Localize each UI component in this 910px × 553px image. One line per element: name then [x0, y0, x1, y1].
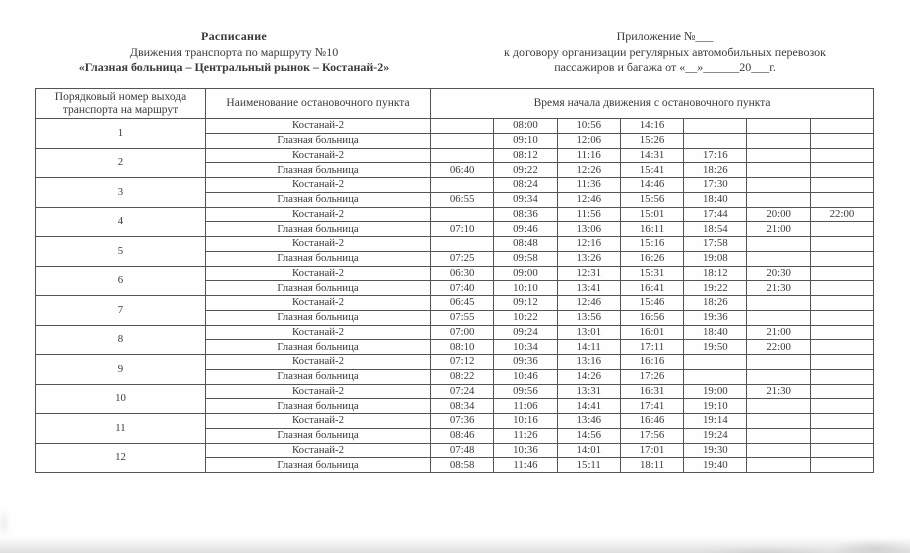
- departure-time-cell: 19:36: [684, 310, 747, 325]
- departure-time-cell: [747, 399, 810, 414]
- departure-time-cell: [810, 133, 873, 148]
- header-stop-name: Наименование остановочного пункта: [206, 89, 431, 119]
- departure-time-cell: [747, 119, 810, 134]
- stop-name-cell: Глазная больница: [206, 310, 431, 325]
- stop-name-cell: Глазная больница: [206, 428, 431, 443]
- stop-name-cell: Костанай-2: [206, 237, 431, 252]
- departure-time-cell: 08:00: [494, 119, 557, 134]
- departure-time-cell: 11:36: [557, 178, 620, 193]
- departure-time-cell: 14:56: [557, 428, 620, 443]
- departure-time-cell: 10:46: [494, 369, 557, 384]
- stop-name-cell: Глазная больница: [206, 222, 431, 237]
- departure-time-cell: 12:26: [557, 163, 620, 178]
- departure-time-cell: 08:48: [494, 237, 557, 252]
- departure-time-cell: 09:24: [494, 325, 557, 340]
- departure-time-cell: [810, 222, 873, 237]
- appendix-block: [452, 29, 878, 76]
- departure-time-cell: 13:41: [557, 281, 620, 296]
- departure-time-cell: 16:31: [620, 384, 683, 399]
- departure-time-cell: [810, 428, 873, 443]
- departure-time-cell: [431, 237, 494, 252]
- stop-name-cell: Костанай-2: [206, 325, 431, 340]
- departure-time-cell: 07:12: [431, 355, 494, 370]
- departure-time-cell: 17:41: [620, 399, 683, 414]
- departure-time-cell: 18:12: [684, 266, 747, 281]
- departure-time-cell: 08:24: [494, 178, 557, 193]
- departure-time-cell: [431, 148, 494, 163]
- table-row: [36, 207, 874, 222]
- exit-number-cell: 3: [36, 178, 206, 208]
- stop-name-cell: Костанай-2: [206, 414, 431, 429]
- appendix-number-line: Приложение №___: [616, 29, 714, 43]
- departure-time-cell: 19:24: [684, 428, 747, 443]
- departure-time-cell: [810, 178, 873, 193]
- departure-time-cell: [747, 428, 810, 443]
- departure-time-cell: 17:26: [620, 369, 683, 384]
- departure-time-cell: [684, 119, 747, 134]
- departure-time-cell: [431, 178, 494, 193]
- header-departure-times: Время начала движения с остановочного пункта: [431, 89, 874, 119]
- departure-time-cell: [747, 178, 810, 193]
- departure-time-cell: [810, 458, 873, 473]
- departure-time-cell: [810, 384, 873, 399]
- exit-number-cell: 4: [36, 207, 206, 237]
- departure-time-cell: [810, 369, 873, 384]
- departure-time-cell: 10:56: [557, 119, 620, 134]
- departure-time-cell: [431, 207, 494, 222]
- exit-number-cell: 11: [36, 414, 206, 444]
- departure-time-cell: 08:36: [494, 207, 557, 222]
- departure-time-cell: [747, 443, 810, 458]
- departure-time-cell: 16:41: [620, 281, 683, 296]
- stop-name-cell: Глазная больница: [206, 163, 431, 178]
- table-row: [36, 414, 874, 429]
- departure-time-cell: 17:56: [620, 428, 683, 443]
- departure-time-cell: [810, 325, 873, 340]
- departure-time-cell: 21:30: [747, 384, 810, 399]
- departure-time-cell: 12:46: [557, 296, 620, 311]
- departure-time-cell: [747, 133, 810, 148]
- departure-time-cell: 15:41: [620, 163, 683, 178]
- table-row: [36, 119, 874, 134]
- departure-time-cell: [810, 148, 873, 163]
- departure-time-cell: 10:16: [494, 414, 557, 429]
- departure-time-cell: [810, 119, 873, 134]
- departure-time-cell: [747, 237, 810, 252]
- stop-name-cell: Костанай-2: [206, 207, 431, 222]
- departure-time-cell: [810, 310, 873, 325]
- departure-time-cell: 11:26: [494, 428, 557, 443]
- departure-time-cell: 09:00: [494, 266, 557, 281]
- departure-time-cell: 07:55: [431, 310, 494, 325]
- departure-time-cell: 18:26: [684, 163, 747, 178]
- departure-time-cell: 19:22: [684, 281, 747, 296]
- scan-artifact-bottom-right: [670, 507, 910, 553]
- departure-time-cell: [747, 296, 810, 311]
- stop-name-cell: Глазная больница: [206, 369, 431, 384]
- stop-name-cell: Костанай-2: [206, 296, 431, 311]
- departure-time-cell: 13:26: [557, 251, 620, 266]
- departure-time-cell: [810, 399, 873, 414]
- departure-time-cell: 13:46: [557, 414, 620, 429]
- departure-time-cell: 06:45: [431, 296, 494, 311]
- departure-time-cell: [747, 355, 810, 370]
- departure-time-cell: 16:01: [620, 325, 683, 340]
- departure-time-cell: [747, 251, 810, 266]
- departure-time-cell: 16:11: [620, 222, 683, 237]
- departure-time-cell: 22:00: [810, 207, 873, 222]
- departure-time-cell: 19:14: [684, 414, 747, 429]
- departure-time-cell: 20:00: [747, 207, 810, 222]
- departure-time-cell: [684, 355, 747, 370]
- exit-number-cell: 8: [36, 325, 206, 355]
- table-row: [36, 148, 874, 163]
- departure-time-cell: [810, 237, 873, 252]
- departure-time-cell: 15:46: [620, 296, 683, 311]
- departure-time-cell: 10:34: [494, 340, 557, 355]
- stop-name-cell: Костанай-2: [206, 266, 431, 281]
- departure-time-cell: 09:12: [494, 296, 557, 311]
- departure-time-cell: 18:40: [684, 192, 747, 207]
- exit-number-cell: 1: [36, 119, 206, 149]
- departure-time-cell: 20:30: [747, 266, 810, 281]
- departure-time-cell: [684, 369, 747, 384]
- table-row: [36, 355, 874, 370]
- departure-time-cell: 07:10: [431, 222, 494, 237]
- departure-time-cell: 17:01: [620, 443, 683, 458]
- departure-time-cell: 07:40: [431, 281, 494, 296]
- exit-number-cell: 10: [36, 384, 206, 414]
- departure-time-cell: 18:11: [620, 458, 683, 473]
- departure-time-cell: [810, 192, 873, 207]
- table-row: [36, 384, 874, 399]
- departure-time-cell: 14:41: [557, 399, 620, 414]
- passengers-baggage-line: пассажиров и багажа от «__»______20___г.: [554, 60, 776, 74]
- departure-time-cell: 07:25: [431, 251, 494, 266]
- schedule-table-body: [36, 119, 874, 473]
- departure-time-cell: 09:34: [494, 192, 557, 207]
- departure-time-cell: 17:16: [684, 148, 747, 163]
- departure-time-cell: 14:11: [557, 340, 620, 355]
- departure-time-cell: 07:24: [431, 384, 494, 399]
- stop-name-cell: Глазная больница: [206, 192, 431, 207]
- departure-time-cell: 17:30: [684, 178, 747, 193]
- stop-name-cell: Костанай-2: [206, 384, 431, 399]
- departure-time-cell: 17:44: [684, 207, 747, 222]
- departure-time-cell: 06:30: [431, 266, 494, 281]
- departure-time-cell: 06:40: [431, 163, 494, 178]
- exit-number-cell: 7: [36, 296, 206, 326]
- departure-time-cell: 08:58: [431, 458, 494, 473]
- departure-time-cell: [747, 192, 810, 207]
- departure-time-cell: [747, 414, 810, 429]
- departure-time-cell: [810, 355, 873, 370]
- departure-time-cell: 15:11: [557, 458, 620, 473]
- departure-time-cell: 21:00: [747, 325, 810, 340]
- departure-time-cell: 08:10: [431, 340, 494, 355]
- departure-time-cell: 13:06: [557, 222, 620, 237]
- departure-time-cell: 19:30: [684, 443, 747, 458]
- departure-time-cell: [810, 266, 873, 281]
- departure-time-cell: [431, 133, 494, 148]
- departure-time-cell: 07:36: [431, 414, 494, 429]
- departure-time-cell: 21:00: [747, 222, 810, 237]
- departure-time-cell: 16:16: [620, 355, 683, 370]
- departure-time-cell: 10:10: [494, 281, 557, 296]
- departure-time-cell: 16:46: [620, 414, 683, 429]
- table-row: [36, 296, 874, 311]
- departure-time-cell: 11:56: [557, 207, 620, 222]
- departure-time-cell: 12:46: [557, 192, 620, 207]
- departure-time-cell: 09:22: [494, 163, 557, 178]
- departure-time-cell: [747, 458, 810, 473]
- exit-number-cell: 5: [36, 237, 206, 267]
- departure-time-cell: 15:31: [620, 266, 683, 281]
- table-row: [36, 178, 874, 193]
- exit-number-cell: 9: [36, 355, 206, 385]
- departure-time-cell: [747, 369, 810, 384]
- departure-time-cell: 11:06: [494, 399, 557, 414]
- stop-name-cell: Глазная больница: [206, 340, 431, 355]
- departure-time-cell: 10:36: [494, 443, 557, 458]
- stop-name-cell: Костанай-2: [206, 178, 431, 193]
- document-title: Расписание: [200, 29, 268, 43]
- departure-time-cell: 21:30: [747, 281, 810, 296]
- departure-time-cell: 14:16: [620, 119, 683, 134]
- exit-number-cell: 2: [36, 148, 206, 178]
- scan-artifact-left-edge: [0, 487, 40, 547]
- departure-time-cell: 14:26: [557, 369, 620, 384]
- scan-artifact-bottom-edge: [0, 537, 910, 553]
- departure-time-cell: 18:26: [684, 296, 747, 311]
- departure-time-cell: 15:56: [620, 192, 683, 207]
- table-row: [36, 443, 874, 458]
- departure-time-cell: 19:00: [684, 384, 747, 399]
- document-subtitle: Движения транспорта по маршруту №10: [129, 44, 339, 59]
- departure-time-cell: 13:16: [557, 355, 620, 370]
- header-exit-number: Порядковый номер выхода транспорта на маршрут: [36, 89, 206, 119]
- departure-time-cell: 18:40: [684, 325, 747, 340]
- exit-number-cell: 6: [36, 266, 206, 296]
- departure-time-cell: 13:56: [557, 310, 620, 325]
- departure-time-cell: 17:11: [620, 340, 683, 355]
- departure-time-cell: 13:31: [557, 384, 620, 399]
- departure-time-cell: 14:31: [620, 148, 683, 163]
- table-row: [36, 266, 874, 281]
- stop-name-cell: Глазная больница: [206, 133, 431, 148]
- departure-time-cell: [684, 133, 747, 148]
- table-row: [36, 325, 874, 340]
- departure-time-cell: 17:58: [684, 237, 747, 252]
- departure-time-cell: 08:34: [431, 399, 494, 414]
- departure-time-cell: 15:01: [620, 207, 683, 222]
- departure-time-cell: 19:50: [684, 340, 747, 355]
- departure-time-cell: 09:46: [494, 222, 557, 237]
- departure-time-cell: 08:46: [431, 428, 494, 443]
- departure-time-cell: 15:26: [620, 133, 683, 148]
- departure-time-cell: 09:36: [494, 355, 557, 370]
- departure-time-cell: 09:58: [494, 251, 557, 266]
- document-title-block: [38, 29, 430, 76]
- stop-name-cell: Костанай-2: [206, 119, 431, 134]
- departure-time-cell: 18:54: [684, 222, 747, 237]
- table-row: [36, 237, 874, 252]
- departure-time-cell: 12:31: [557, 266, 620, 281]
- departure-time-cell: 12:16: [557, 237, 620, 252]
- stop-name-cell: Глазная больница: [206, 281, 431, 296]
- departure-time-cell: [747, 163, 810, 178]
- departure-time-cell: 22:00: [747, 340, 810, 355]
- stop-name-cell: Костанай-2: [206, 443, 431, 458]
- departure-time-cell: [810, 163, 873, 178]
- departure-time-cell: 11:46: [494, 458, 557, 473]
- exit-number-cell: 12: [36, 443, 206, 473]
- departure-time-cell: 09:56: [494, 384, 557, 399]
- departure-time-cell: 10:22: [494, 310, 557, 325]
- departure-time-cell: [810, 281, 873, 296]
- departure-time-cell: 19:10: [684, 399, 747, 414]
- stop-name-cell: Костанай-2: [206, 148, 431, 163]
- departure-time-cell: [810, 443, 873, 458]
- table-header-row: [36, 89, 874, 119]
- departure-time-cell: 19:40: [684, 458, 747, 473]
- schedule-table: [35, 88, 874, 473]
- departure-time-cell: 06:55: [431, 192, 494, 207]
- route-name: «Глазная больница – Центральный рынок – Костанай-2»: [78, 60, 390, 74]
- stop-name-cell: Костанай-2: [206, 355, 431, 370]
- departure-time-cell: 14:01: [557, 443, 620, 458]
- departure-time-cell: [747, 310, 810, 325]
- departure-time-cell: 08:22: [431, 369, 494, 384]
- departure-time-cell: 19:08: [684, 251, 747, 266]
- departure-time-cell: [747, 148, 810, 163]
- departure-time-cell: [431, 119, 494, 134]
- departure-time-cell: 12:06: [557, 133, 620, 148]
- departure-time-cell: 09:10: [494, 133, 557, 148]
- stop-name-cell: Глазная больница: [206, 458, 431, 473]
- departure-time-cell: [810, 296, 873, 311]
- departure-time-cell: 07:48: [431, 443, 494, 458]
- departure-time-cell: 16:26: [620, 251, 683, 266]
- departure-time-cell: 15:16: [620, 237, 683, 252]
- departure-time-cell: [810, 414, 873, 429]
- stop-name-cell: Глазная больница: [206, 399, 431, 414]
- departure-time-cell: [810, 340, 873, 355]
- contract-line: к договору организации регулярных автомобильных перевозок: [504, 44, 826, 59]
- departure-time-cell: [810, 251, 873, 266]
- stop-name-cell: Глазная больница: [206, 251, 431, 266]
- departure-time-cell: 07:00: [431, 325, 494, 340]
- departure-time-cell: 11:16: [557, 148, 620, 163]
- departure-time-cell: 13:01: [557, 325, 620, 340]
- departure-time-cell: 16:56: [620, 310, 683, 325]
- departure-time-cell: 14:46: [620, 178, 683, 193]
- departure-time-cell: 08:12: [494, 148, 557, 163]
